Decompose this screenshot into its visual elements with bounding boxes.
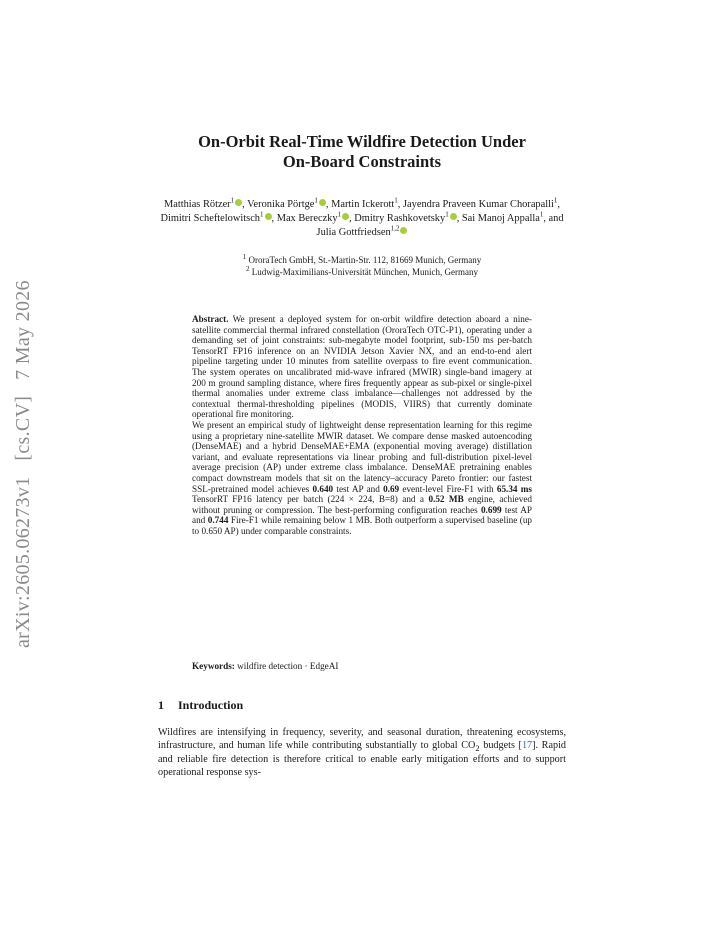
author-name: Martin Ickerott$^1$ — [331, 196, 398, 210]
abstract-paragraph-2: We present an empirical study of lightweight dense representation learning for this regime using a proprietary nine-satellite MWIR dataset. We compare dense masked autoencoding (DenseMAE) and a hybrid DenseMAE+EMA (exponential moving average) distillation variant, and evaluate representations via linear probing and full-distribution pixel-level average precision (AP) under extreme class imbalance. DenseMAE pretraining enables compact downstream models that sit on the latency–accuracy Pareto frontier: our fastest SSL-pretrained model achieves 0.640 test AP and 0.69 event-level Fire-F1 with 65.34 ms TensorRT FP16 latency per batch (224 × 224, B=8) and a 0.52 MB engine, achieved without pruning or compression. The best-performing configuration reaches 0.699 test AP and 0.744 Fire-F1 while remaining below 1 MB. Both outperform a supervised baseline (up to 0.650 AP) under comparable constraints. — [192, 419, 533, 536]
author-name: Dimitri Scheftelowitsch$^1$ — [160, 213, 271, 224]
keywords-text: wildfire detection · EdgeAI — [237, 661, 339, 671]
author-list: Matthias Rötzer$^1$ , Veronika Pörtge$^1$ , Martin Ickerott$^1$, Jayendra Praveen Kumar Chorapalli$^1$, Dimitri Scheftelowitsch$^1$ , Max Bereczky$^1$ , Dmitry Rashkovetsky$^1$ , Sai Manoj Appalla$^1$, and Julia Gottfriedsen$^{1,2}$ — [160, 196, 564, 238]
arxiv-category: [cs.CV] — [12, 395, 34, 461]
keywords-label: Keywords: — [192, 661, 235, 671]
citation-link[interactable]: 17 — [521, 739, 533, 751]
author-name: Julia Gottfriedsen$^{1,2}$ — [317, 227, 408, 238]
abstract-paragraph-1: Abstract. We present a deployed system for on-orbit wildfire detection aboard a nine-satellite commercial thermal infrared constellation (OroraTech OTC-P1), operating under a demanding set of joint constraints: sub-megabyte model footprint, sub-150 ms per-batch TensorRT FP16 inference on an NVIDIA Jetson Xavier NX, and an end-to-end alert pipeline targeting under 10 minutes from satellite overpass to fire event communication. The system operates on uncalibrated mid-wave infrared (MWIR) single-band imagery at 200 m ground sampling distance, where fires frequently appear as sub-pixel or single-pixel thermal anomalies under extreme class imbalance—challenges not addressed by the contextual thermal-thresholding pipelines (MODIS, VIIRS) that currently dominate operational fire monitoring. — [192, 314, 532, 420]
section-title: Introduction — [178, 698, 244, 712]
affiliations — [150, 254, 574, 278]
title-line-2: On-Board Constraints — [282, 152, 442, 171]
author-name: Sai Manoj Appalla$^1$ — [461, 210, 544, 224]
section-heading-introduction — [158, 698, 243, 713]
arxiv-date: 7 May 2026 — [12, 280, 34, 380]
affiliation-1: $^1$ OroraTech GmbH, St.-Martin-Str. 112, 81669 Munich, Germany — [242, 253, 482, 265]
orcid-icon[interactable] — [319, 199, 326, 206]
orcid-icon[interactable] — [342, 213, 349, 220]
orcid-icon[interactable] — [235, 199, 242, 206]
abstract — [192, 314, 532, 536]
title-line-1: On-Orbit Real-Time Wildfire Detection Under — [198, 132, 526, 151]
arxiv-id: arXiv:2605.06273v1 — [12, 476, 34, 648]
author-name: Veronika Pörtge$^1$ — [247, 199, 326, 210]
orcid-icon[interactable] — [265, 213, 272, 220]
arxiv-identifier-stamp — [12, 258, 42, 648]
keywords — [192, 661, 532, 671]
author-name: Max Bereczky$^1$ — [277, 213, 349, 224]
intro-paragraph: Wildfires are intensifying in frequency, severity, and seasonal duration, threatening ecosystems, infrastructure, and human life while contributing substantially to global $CO_2$ budgets [17]. Rapid and reliable fire detection is therefore critical to enable early mitigation efforts and to support operational response sys- — [158, 727, 567, 778]
paper-title — [160, 132, 564, 172]
affiliation-2: $^2$ Ludwig-Maximilians-Universität München, Munich, Germany — [246, 265, 478, 277]
abstract-label: Abstract. — [192, 314, 229, 324]
section-number: 1 — [158, 698, 164, 712]
author-name: Jayendra Praveen Kumar Chorapalli$^1$ — [403, 196, 558, 210]
orcid-icon[interactable] — [450, 213, 457, 220]
author-name: Matthias Rötzer$^1$ — [164, 199, 242, 210]
author-name: Dmitry Rashkovetsky$^1$ — [354, 213, 456, 224]
orcid-icon[interactable] — [400, 227, 407, 234]
